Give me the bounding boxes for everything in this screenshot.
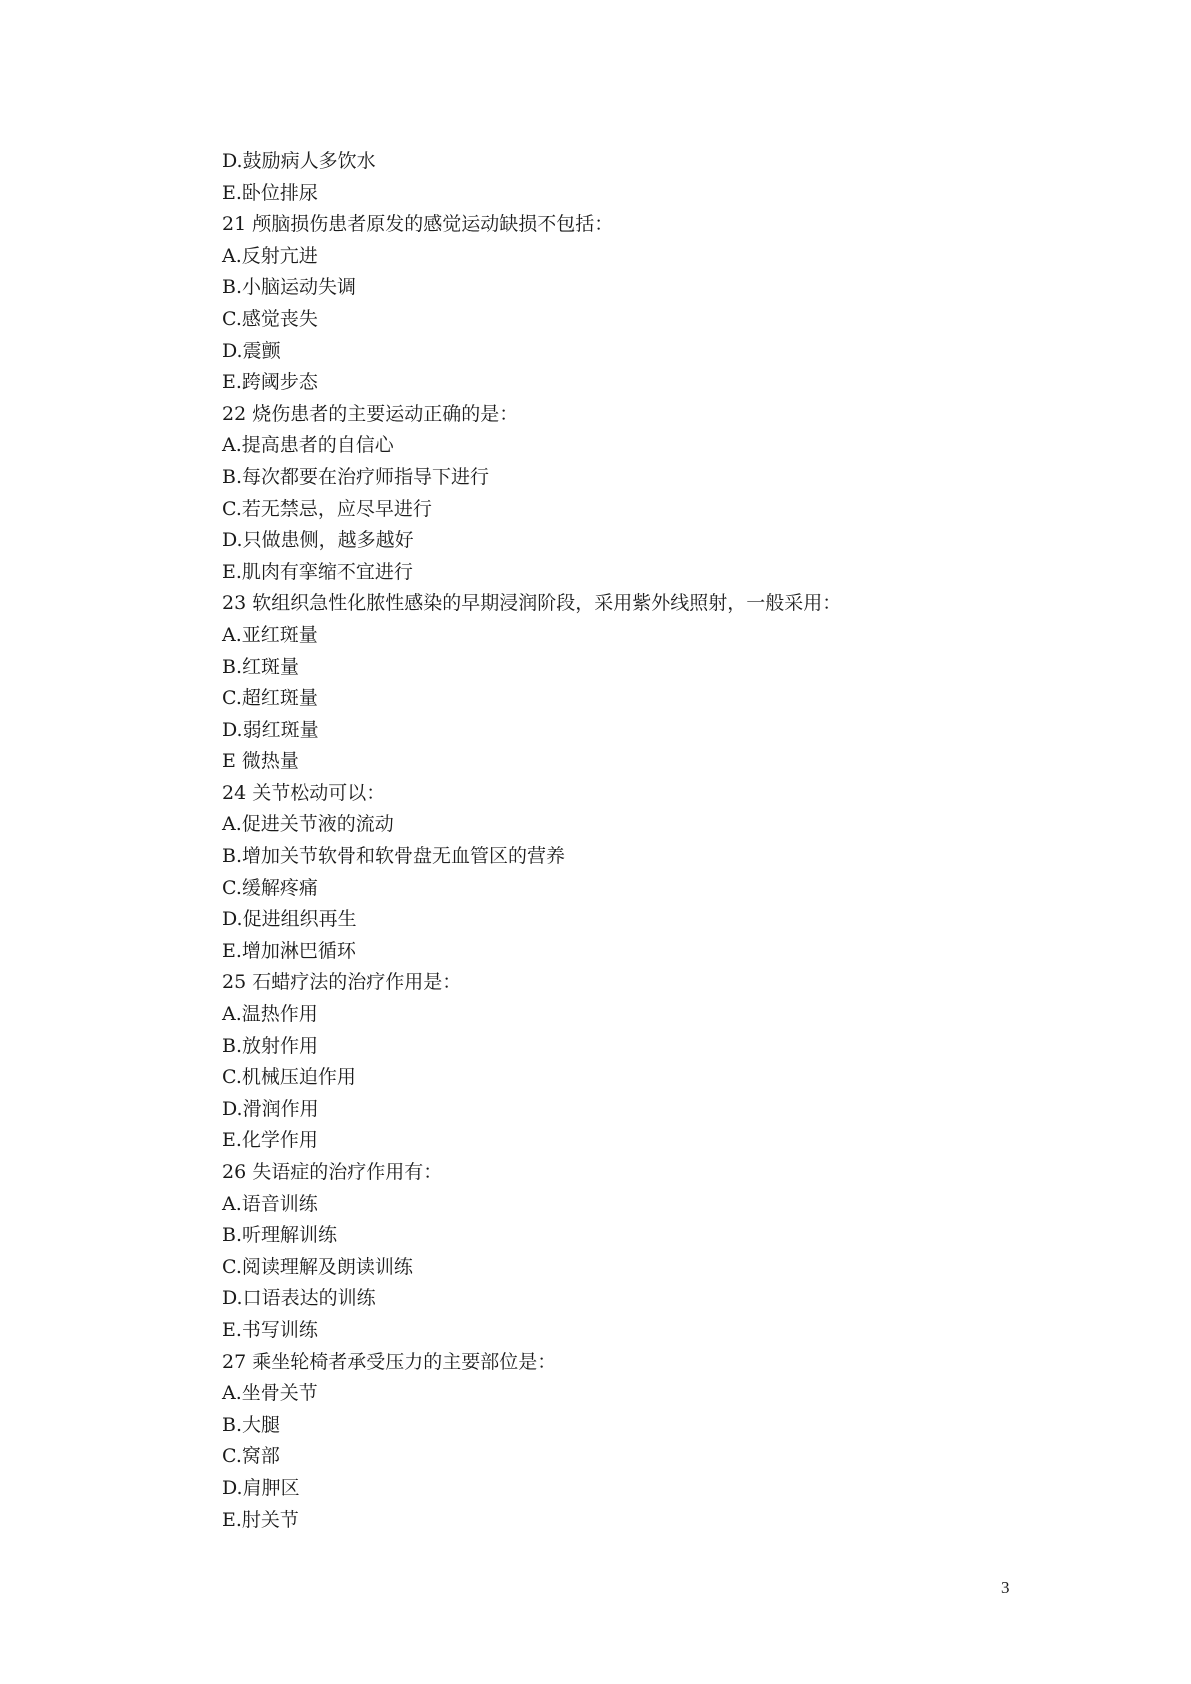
question-26: 26 失语症的治疗作用有： (222, 1161, 443, 1183)
option-c: C.阅读理解及朗读训练 (222, 1255, 413, 1278)
option-c: C.若无禁忌，应尽早进行 (222, 497, 432, 520)
option-d: D.震颤 (222, 339, 281, 362)
question-27: 27 乘坐轮椅者承受压力的主要部位是： (222, 1350, 557, 1373)
option-a: A.坐骨关节 (222, 1382, 318, 1405)
option-c: C.感觉丧失 (222, 307, 318, 330)
option-d: D.滑润作用 (222, 1097, 319, 1120)
option-e: E 微热量 (222, 750, 299, 773)
option-d: D.弱红斑量 (222, 718, 319, 741)
question-22: 22 烧伤患者的主要运动正确的是： (222, 402, 519, 425)
option-a: A.语音训练 (222, 1192, 318, 1215)
question-text-block (222, 146, 982, 1536)
option-d: D.肩胛区 (222, 1476, 300, 1499)
option-e: E.书写训练 (222, 1318, 318, 1341)
option-c: C.窝部 (222, 1445, 280, 1468)
option-e: E.肌肉有挛缩不宜进行 (222, 560, 413, 583)
option-b: B.大腿 (222, 1413, 281, 1436)
option-a: A.促进关节液的流动 (222, 813, 394, 836)
option-c: C.缓解疼痛 (222, 876, 318, 899)
option-e: E.肘关节 (222, 1508, 299, 1531)
option-e: E.增加淋巴循环 (222, 939, 356, 962)
option-c: C.超红斑量 (222, 687, 318, 710)
question-24: 24 关节松动可以： (222, 781, 386, 804)
option-a: A.亚红斑量 (222, 623, 318, 646)
option-d: D.促进组织再生 (222, 908, 357, 931)
option-d: D.只做患侧，越多越好 (222, 529, 414, 552)
option-b: B.每次都要在治疗师指导下进行 (222, 465, 490, 488)
page-number: 3 (1001, 1578, 1010, 1597)
option-b: B.增加关节软骨和软骨盘无血管区的营养 (222, 845, 566, 868)
option-b: B.红斑量 (222, 655, 300, 678)
question-21: 21 颅脑损伤患者原发的感觉运动缺损不包括： (222, 213, 614, 236)
option-b: B.放射作用 (222, 1034, 319, 1057)
question-25: 25 石蜡疗法的治疗作用是： (222, 971, 462, 994)
option-b: B.听理解训练 (222, 1224, 338, 1247)
option-a: A.提高患者的自信心 (222, 434, 394, 457)
option-d: D.口语表达的训练 (222, 1287, 376, 1310)
option-a: A.温热作用 (222, 1003, 318, 1026)
text-line: E.卧位排尿 (222, 181, 318, 204)
option-c: C.机械压迫作用 (222, 1066, 356, 1089)
text-line: D.鼓励病人多饮水 (222, 150, 376, 172)
option-b: B.小脑运动失调 (222, 276, 357, 299)
option-e: E.跨阈步态 (222, 371, 318, 394)
question-23: 23 软组织急性化脓性感染的早期浸润阶段，采用紫外线照射，一般采用： (222, 592, 842, 615)
option-e: E.化学作用 (222, 1129, 318, 1152)
option-a: A.反射亢进 (222, 244, 318, 267)
